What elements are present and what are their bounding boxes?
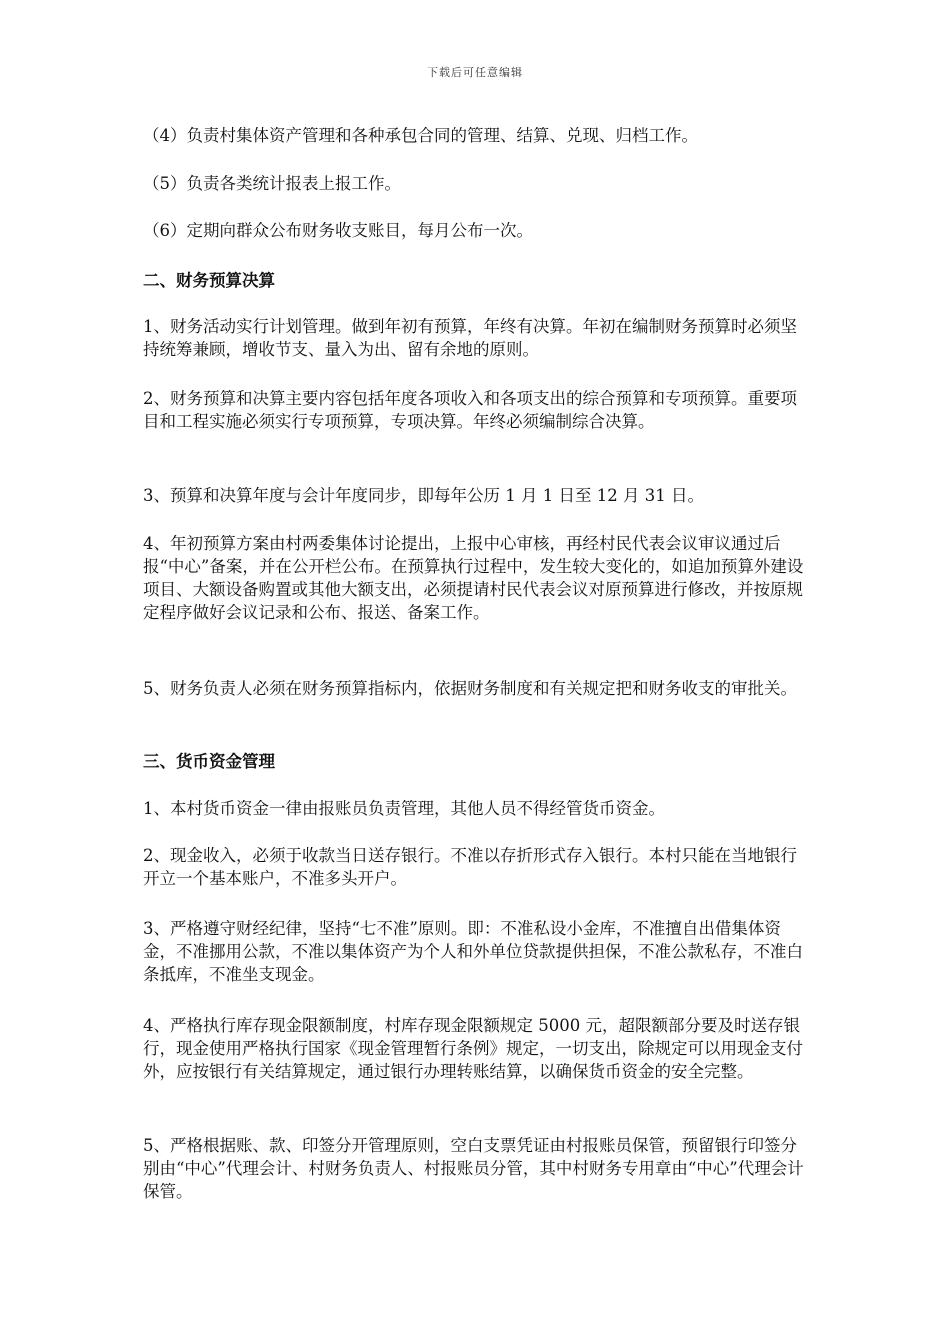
paragraph-cash-3: 3、严格遵守财经纪律，坚持“七不准”原则。即：不准私设小金库，不准擅自出借集体资金，不准挪用公款，不准以集体资产为个人和外单位贷款提供担保，不准公款私存，不准白条抵库，不准坐支现金。 (143, 919, 803, 984)
paragraph-budget-2: 2、财务预算和决算主要内容包括年度各项收入和各项支出的综合预算和专项预算。重要项目和工程实施必须实行专项预算，专项决算。年终必须编制综合决算。 (143, 389, 797, 431)
paragraph-duty-4: （4）负责村集体资产管理和各种承包合同的管理、结算、兑现、归档工作。 (143, 126, 698, 145)
paragraph-duty-6: （6）定期向群众公布财务收支账目，每月公布一次。 (143, 221, 533, 240)
section-heading-cash: 三、货币资金管理 (143, 752, 275, 771)
paragraph-cash-5: 5、严格根据账、款、印签分开管理原则，空白支票凭证由村报账员保管，预留银行印签分别由“中心”代理会计、村财务负责人、村报账员分管，其中村财务专用章由“中心”代理会计保管。 (143, 1136, 804, 1201)
paragraph-budget-4: 4、年初预算方案由村两委集体讨论提出，上报中心审核，再经村民代表会议审议通过后报“中心”备案，并在公开栏公布。在预算执行过程中，发生较大变化的，如追加预算外建设项目、大额设备购置或其他大额支出，必须提请村民代表会议对原预算进行修改，并按原规定程序做好会议记录和公布、报送、备案工作。 (143, 534, 804, 622)
paragraph-duty-5: （5）负责各类统计报表上报工作。 (143, 174, 401, 193)
paragraph-budget-5: 5、财务负责人必须在财务预算指标内，依据财务制度和有关规定把和财务收支的审批关。 (143, 679, 797, 698)
page-header: 下载后可任意编辑 (427, 66, 523, 79)
paragraph-budget-1: 1、财务活动实行计划管理。做到年初有预算，年终有决算。年初在编制财务预算时必须坚持统筹兼顾，增收节支、量入为出、留有余地的原则。 (143, 317, 797, 359)
paragraph-budget-3: 3、预算和决算年度与会计年度同步，即每年公历 1 月 1 日至 12 月 31 日。 (143, 486, 704, 505)
paragraph-cash-2: 2、现金收入，必须于收款当日送存银行。不准以存折形式存入银行。本村只能在当地银行开立一个基本账户，不准多头开户。 (143, 846, 797, 888)
paragraph-cash-4: 4、严格执行库存现金限额制度，村库存现金限额规定 5000 元，超限额部分要及时送存银行，现金使用严格执行国家《现金管理暂行条例》规定，一切支出，除规定可以用现金支付外，应按银行有关结算规定，通过银行办理转账结算，以确保货币资金的安全完整。 (143, 1016, 803, 1081)
section-heading-budget: 二、财务预算决算 (143, 271, 275, 290)
paragraph-cash-1: 1、本村货币资金一律由报账员负责管理，其他人员不得经管货币资金。 (143, 799, 665, 818)
